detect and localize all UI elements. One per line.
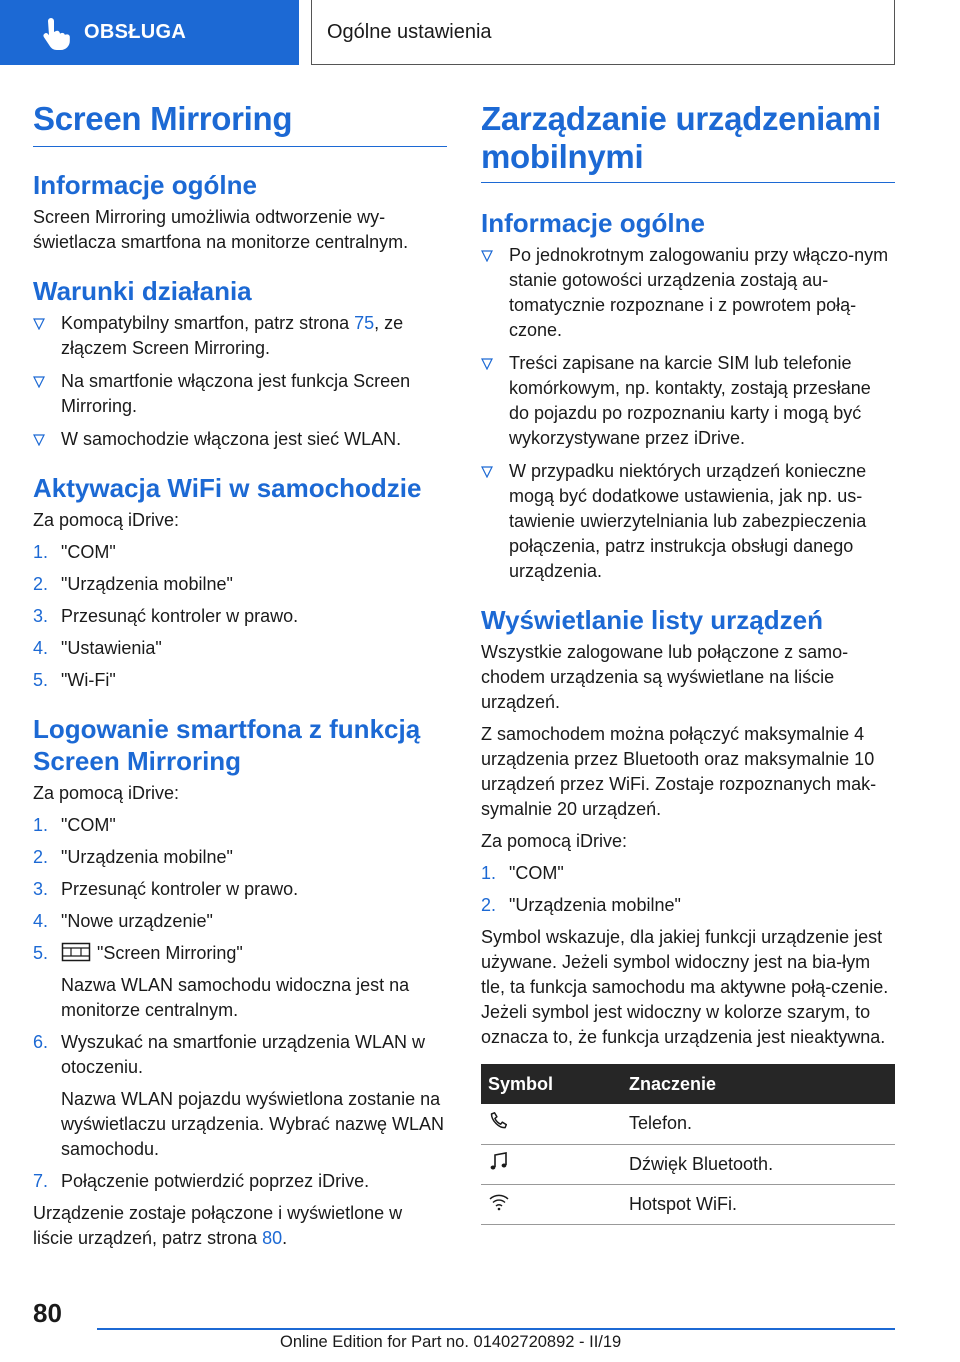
page-title-right: Zarządzanie urządzeniami mobilnymi <box>481 100 895 183</box>
meaning-cell: Dźwięk Bluetooth. <box>622 1144 895 1184</box>
meaning-cell: Hotspot WiFi. <box>622 1184 895 1224</box>
list-item <box>481 893 895 918</box>
login-steps <box>33 813 447 1194</box>
list-item <box>33 668 447 693</box>
login-intro: Za pomocą iDrive: <box>33 783 180 803</box>
list-item <box>33 311 447 361</box>
symbol-cell <box>481 1184 622 1224</box>
step-text: "COM" <box>509 863 564 883</box>
wifi-steps <box>33 540 447 693</box>
page-link-80[interactable]: 80 <box>262 1228 283 1248</box>
heading-info-left: Informacje ogólne <box>33 170 257 200</box>
heading-wifi: Aktywacja WiFi w samochodzie <box>33 473 422 503</box>
step-text: "Urządzenia mobilne" <box>509 895 681 915</box>
list-item <box>33 909 447 934</box>
section-tab <box>0 0 299 65</box>
list-item <box>481 243 895 343</box>
list-item <box>481 459 895 584</box>
list-item <box>33 540 447 565</box>
step-text: "Screen Mirroring" <box>97 943 243 963</box>
table-row <box>481 1144 895 1184</box>
step-number: 1. <box>33 542 49 562</box>
triangle-bullet-icon <box>33 376 45 388</box>
step-number: 4. <box>33 911 49 931</box>
step-text: Połączenie potwierdzić poprzez iDrive. <box>61 1171 370 1191</box>
step-text: Przesunąć kontroler w prawo. <box>61 606 299 626</box>
heading-device-list: Wyświetlanie listy urządzeń <box>481 605 823 635</box>
table-row <box>481 1184 895 1224</box>
list-item <box>33 1169 447 1194</box>
list-item <box>481 351 895 451</box>
symbol-cell <box>481 1144 622 1184</box>
conditions-list <box>33 311 447 452</box>
heading-info-right: Informacje ogólne <box>481 208 705 238</box>
right-column <box>481 100 895 1225</box>
step-number: 3. <box>33 606 49 626</box>
list-item <box>33 604 447 629</box>
step-text: "Nowe urządzenie" <box>61 911 213 931</box>
list-item <box>33 877 447 902</box>
page-title-left: Screen Mirroring <box>33 100 447 147</box>
heading-login: Logowanie smartfona z funkcją Screen Mirroring <box>33 714 421 776</box>
step-number: 1. <box>481 863 497 883</box>
screen-mirroring-icon <box>61 942 91 962</box>
wifi-icon <box>488 1191 510 1213</box>
step-text: "Urządzenia mobilne" <box>61 847 233 867</box>
step-text: "COM" <box>61 815 116 835</box>
closing-text-end: . <box>282 1228 288 1248</box>
step-number: 6. <box>33 1032 49 1052</box>
step-number: 2. <box>33 847 49 867</box>
page-number: 80 <box>33 1298 62 1328</box>
step-number: 2. <box>481 895 497 915</box>
step-number: 1. <box>33 815 49 835</box>
device-list-intro: Za pomocą iDrive: <box>481 831 628 851</box>
info-text-left: Screen Mirroring umożliwia odtworzenie wy-świetlacza smartfona na monitorze centralnym. <box>33 207 409 252</box>
triangle-bullet-icon <box>481 358 493 370</box>
music-note-icon <box>488 1151 510 1173</box>
device-list-text-2: Z samochodem można połączyć maksymalnie 4 urządzenia przez Bluetooth oraz maksymalnie 10 urządzeń przez WiFi. Zostaje rozpoznanych mak-symalnie 20 urządzeń. <box>481 724 877 819</box>
subsection-label: Ogólne ustawienia <box>327 20 492 43</box>
column-header-meaning: Znaczenie <box>622 1064 895 1104</box>
step-text: "Wi-Fi" <box>61 670 116 690</box>
footer-edition: Online Edition for Part no. 01402720892 - II/19 <box>280 1333 622 1351</box>
footer-divider <box>97 1328 895 1330</box>
list-item <box>481 861 895 886</box>
phone-icon <box>488 1110 510 1132</box>
list-item <box>33 369 447 419</box>
step-number: 2. <box>33 574 49 594</box>
info-item-text: W przypadku niektórych urządzeń konieczne mogą być dodatkowe ustawienia, jak np. us-tawienie uwierzytelniania lub zabezpieczenia połączenia, patrz instrukcja obsługi danego urządzenia. <box>509 461 867 581</box>
triangle-bullet-icon <box>33 318 45 330</box>
meaning-cell: Telefon. <box>622 1104 895 1144</box>
triangle-bullet-icon <box>481 466 493 478</box>
step-number: 7. <box>33 1171 49 1191</box>
device-list-steps <box>481 861 895 918</box>
info-item-text: Po jednokrotnym zalogowaniu przy włączo-nym stanie gotowości urządzenia zostają au-tomatycznie rozpoznane i z powrotem połą-czone. <box>509 245 889 340</box>
step-text: "Urządzenia mobilne" <box>61 574 233 594</box>
table-row <box>481 1104 895 1144</box>
device-list-text-1: Wszystkie zalogowane lub połączone z samo-chodem urządzenia są wyświetlane na liście urządzeń. <box>481 642 849 712</box>
hand-pointer-icon <box>34 13 74 53</box>
page-link-75[interactable]: 75 <box>354 313 375 333</box>
list-item <box>33 1030 447 1162</box>
heading-conditions: Warunki działania <box>33 276 252 306</box>
list-item <box>33 813 447 838</box>
step-subtext: Nazwa WLAN samochodu widoczna jest na monitorze centralnym. <box>61 975 410 1020</box>
column-header-symbol: Symbol <box>481 1064 622 1104</box>
symbol-cell <box>481 1104 622 1144</box>
device-list-text-3: Symbol wskazuje, dla jakiej funkcji urządzenie jest używane. Jeżeli symbol widoczny jest na bia-łym tle, ta funkcja samochodu ma aktywne połą-czenie. Jeżeli symbol jest widoczny w kolorze szarym, to oznacza to, że funkcja urządzenia jest nieaktywna. <box>481 927 889 1047</box>
triangle-bullet-icon <box>481 250 493 262</box>
step-text: "Ustawienia" <box>61 638 162 658</box>
subsection-header <box>311 0 895 65</box>
list-item <box>33 572 447 597</box>
step-number: 5. <box>33 943 49 963</box>
step-text: "COM" <box>61 542 116 562</box>
list-item <box>33 636 447 661</box>
step-subtext: Nazwa WLAN pojazdu wyświetlona zostanie na wyświetlaczu urządzenia. Wybrać nazwę WLAN samochodu. <box>61 1089 444 1159</box>
left-column <box>33 100 447 1258</box>
info-list-right <box>481 243 895 584</box>
list-item <box>33 941 447 1023</box>
closing-text-part: Urządzenie zostaje połączone i wyświetlone w liście urządzeń, patrz strona <box>33 1203 403 1248</box>
step-number: 3. <box>33 879 49 899</box>
step-number: 4. <box>33 638 49 658</box>
closing-text <box>33 1201 447 1251</box>
condition-text: Na smartfonie włączona jest funkcja Screen Mirroring. <box>61 371 411 416</box>
step-text: Przesunąć kontroler w prawo. <box>61 879 299 899</box>
table-header-row <box>481 1064 895 1104</box>
info-item-text: Treści zapisane na karcie SIM lub telefonie komórkowym, np. kontakty, zostają przesłane do pojazdu po rozpoznaniu karty i mogą być wykorzystywane przez iDrive. <box>509 353 871 448</box>
symbol-table <box>481 1064 895 1225</box>
list-item <box>33 845 447 870</box>
triangle-bullet-icon <box>33 434 45 446</box>
list-item <box>33 427 447 452</box>
wifi-intro: Za pomocą iDrive: <box>33 510 180 530</box>
condition-text: Kompatybilny smartfon, patrz strona <box>61 313 355 333</box>
condition-text: W samochodzie włączona jest sieć WLAN. <box>61 429 402 449</box>
section-label: OBSŁUGA <box>84 21 187 43</box>
step-text: Wyszukać na smartfonie urządzenia WLAN w otoczeniu. <box>61 1032 425 1077</box>
step-number: 5. <box>33 670 49 690</box>
condition-text: , ze złączem Screen Mirroring. <box>61 313 404 358</box>
